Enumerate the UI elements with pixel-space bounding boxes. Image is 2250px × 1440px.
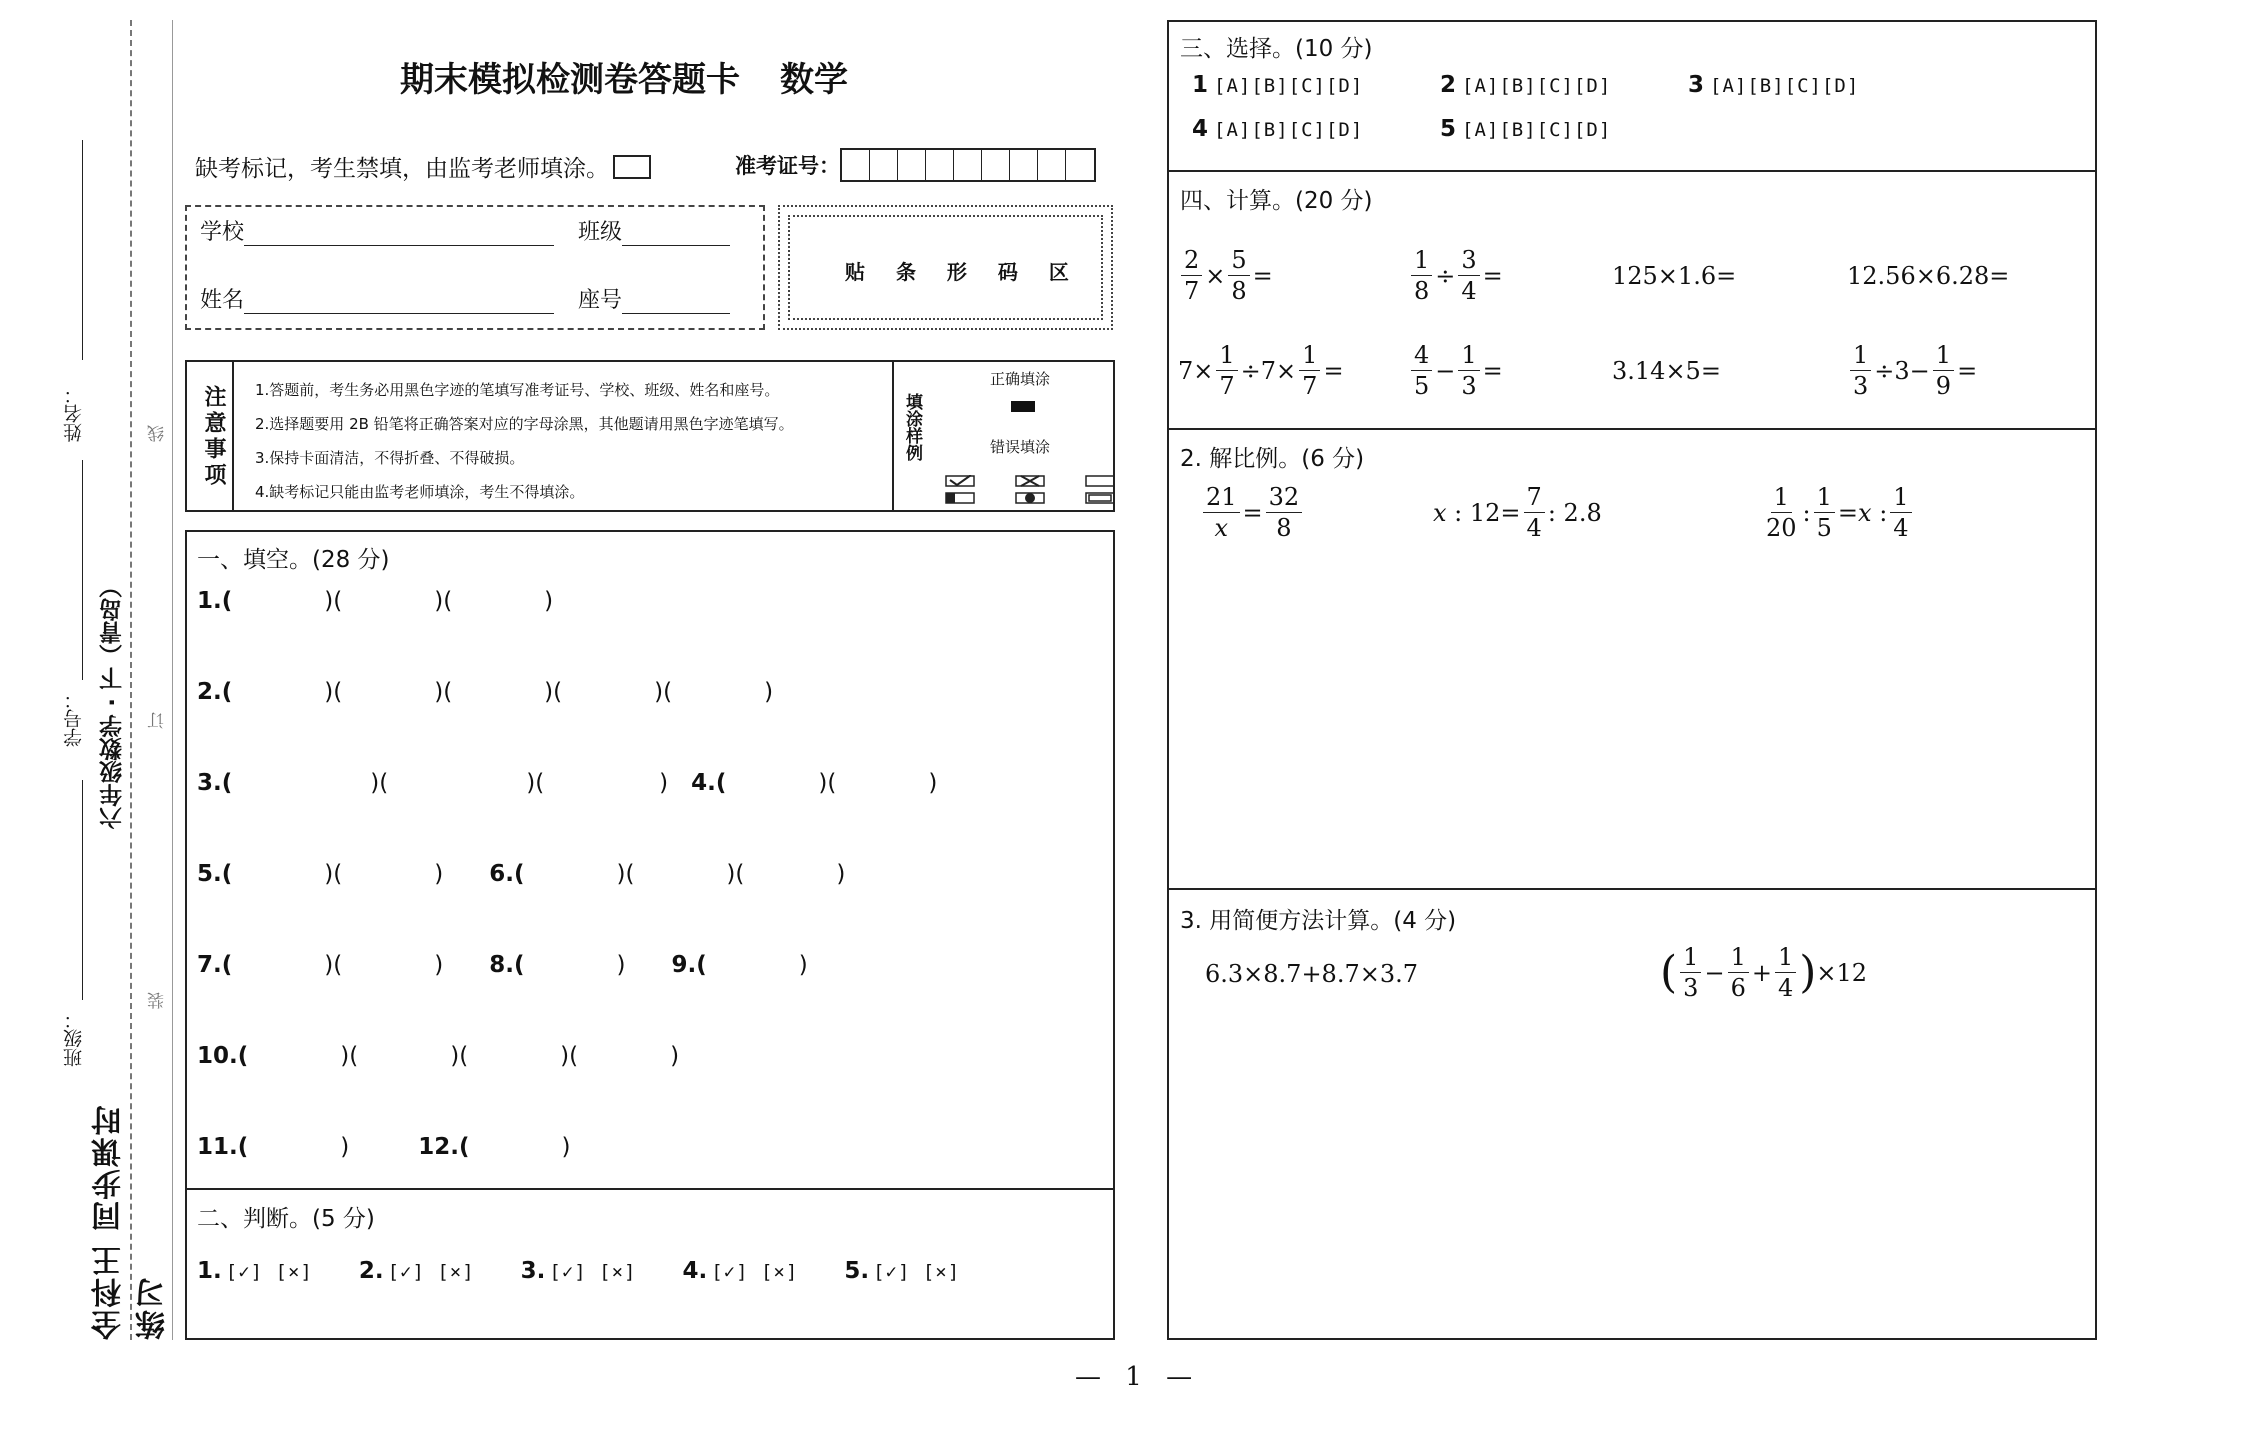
choice-item[interactable] [1688, 72, 1859, 98]
absent-mark-box[interactable] [613, 155, 651, 179]
judge-number: 2. [358, 1258, 384, 1284]
calc-6: $\frac{4}{5}$ − $\frac{1}{3}$ = [1408, 343, 1503, 398]
fill-blank-part: 7.( [197, 952, 233, 978]
choice-item[interactable] [1192, 116, 1363, 142]
page-title: 期末模拟检测卷答题卡 数学 [400, 60, 848, 100]
fill-blank-part: 12.( [349, 1134, 470, 1160]
fill-blank-part: 2.( [197, 679, 233, 705]
sample-heading: 填涂样例 [902, 393, 922, 461]
fill-blank-part: )( [468, 1043, 579, 1069]
proportion-1: $\frac{21}{x}$ = $\frac{32}{8}$ [1200, 485, 1305, 540]
notice-list [255, 373, 794, 509]
subject-label: 数学 [780, 60, 848, 100]
fill-blank-part: ) [836, 770, 938, 796]
judge-item[interactable] [521, 1258, 637, 1284]
fill-blank-part: ) [469, 1134, 571, 1160]
judge-items [197, 1258, 960, 1284]
correct-sample [1011, 401, 1035, 412]
fill-blank-part: 10.( [197, 1043, 249, 1069]
sidebar-number-label: 学号： [63, 690, 85, 747]
fill-blank-part: 5.( [197, 861, 233, 887]
fill-blank-part: )( [634, 861, 745, 887]
fill-blank-part: )( [342, 588, 453, 614]
notice-item: 4.缺考标记只能由监考老师填涂，考生不得填涂。 [255, 483, 585, 501]
wrong-samples [945, 475, 1115, 505]
simplify-1: 6.3×8.7+8.7×3.7 [1205, 960, 1418, 988]
binding-sidebar [0, 0, 175, 1340]
fill-blank-row[interactable] [197, 582, 553, 615]
fill-blank-part: ) [744, 861, 846, 887]
fill-blank-row[interactable] [197, 1037, 679, 1070]
exam-id-digit-box[interactable] [898, 150, 926, 180]
judge-number: 4. [682, 1258, 708, 1284]
page-number: — 1 — [1075, 1362, 1201, 1392]
fill-blank-part: )( [232, 861, 343, 887]
judge-options[interactable]: [✓] [×] [549, 1261, 637, 1283]
choice-options[interactable]: [A][B][C][D] [1462, 119, 1612, 141]
fill-blank-part: )( [232, 588, 343, 614]
fill-blank-part: )( [248, 1043, 359, 1069]
calc-2: $\frac{1}{8}$ ÷ $\frac{3}{4}$ = [1408, 248, 1503, 303]
fill-blank-part: ) [248, 1134, 350, 1160]
proportion-2: x : 12= $\frac{7}{4}$ : 2.8 [1433, 483, 1602, 542]
judge-item[interactable] [844, 1258, 960, 1284]
fill-blank-part: 6.( [443, 861, 525, 887]
fill-blank-part: )( [562, 679, 673, 705]
judge-options[interactable]: [✓] [×] [387, 1261, 475, 1283]
notice-item: 3.保持卡面清洁，不得折叠、不得破损。 [255, 449, 525, 467]
notice-item: 1.答题前，考生务必用黑色字迹的笔填写准考证号、学校、班级、姓名和座号。 [255, 381, 780, 399]
fill-blank-part: )( [342, 679, 453, 705]
fill-blank-part: )( [232, 679, 343, 705]
sidebar-ding: 订 [145, 712, 170, 729]
sec2-title: 二、判断。(5 分) [197, 1206, 375, 1232]
fill-blank-part: ) [578, 1043, 680, 1069]
choice-item[interactable] [1192, 72, 1363, 98]
choice-item[interactable] [1440, 72, 1611, 98]
fill-blank-part: ) [544, 770, 669, 796]
judge-options[interactable]: [✓] [×] [225, 1261, 313, 1283]
exam-id-digit-box[interactable] [954, 150, 982, 180]
fill-blank-part: )( [452, 679, 563, 705]
name-field[interactable]: 姓名 [200, 283, 554, 314]
proportion-3: $\frac{1}{20}$ : $\frac{1}{5}$ = x : $\frac{1}{4}$ [1760, 485, 1915, 540]
barcode-label: 贴 条 形 码 区 [845, 260, 1081, 284]
sec4-sub2: 2. 解比例。(6 分) [1180, 446, 1365, 472]
exam-id-digit-box[interactable] [1066, 150, 1094, 180]
fill-blank-part: )( [726, 770, 837, 796]
choice-number: 2 [1440, 72, 1457, 98]
exam-id-digit-box[interactable] [1010, 150, 1038, 180]
exam-id-boxes[interactable] [840, 148, 1096, 182]
choice-number: 5 [1440, 116, 1457, 142]
sidebar-grade: 六年级数学 · 下（青岛） [100, 575, 126, 830]
judge-options[interactable]: [✓] [×] [711, 1261, 799, 1283]
fill-blank-row[interactable] [197, 764, 937, 797]
fill-blank-part: 8.( [443, 952, 525, 978]
calc-5: 7× $\frac{1}{7}$ ÷7× $\frac{1}{7}$ = [1178, 341, 1344, 400]
fill-blank-part: ) [342, 861, 444, 887]
fill-blank-part: 3.( [197, 770, 233, 796]
absent-note: 缺考标记，考生禁填，由监考老师填涂。 [195, 150, 651, 183]
choice-options[interactable]: [A][B][C][D] [1214, 119, 1364, 141]
exam-id: 准考证号： [735, 148, 1096, 182]
choice-options[interactable]: [A][B][C][D] [1214, 75, 1364, 97]
calc-7: 3.14×5= [1612, 357, 1721, 385]
seat-field[interactable]: 座号 [578, 283, 730, 314]
fill-blank-part: ) [672, 679, 774, 705]
school-field[interactable]: 学校 [200, 215, 554, 246]
fill-blank-part: ) [342, 952, 444, 978]
fill-blank-row[interactable] [197, 855, 845, 888]
exam-id-digit-box[interactable] [870, 150, 898, 180]
judge-item[interactable] [197, 1258, 313, 1284]
judge-item[interactable] [359, 1258, 475, 1284]
calc-1: $\frac{2}{7}$ × $\frac{5}{8}$ = [1178, 248, 1273, 303]
judge-number: 5. [844, 1258, 870, 1284]
fill-blank-part: )( [232, 952, 343, 978]
section-simplify [1167, 888, 2097, 1340]
judge-item[interactable] [682, 1258, 798, 1284]
fill-blank-part: ) [524, 952, 626, 978]
choice-options[interactable]: [A][B][C][D] [1462, 75, 1612, 97]
judge-options[interactable]: [✓] [×] [873, 1261, 961, 1283]
calc-4: 12.56×6.28= [1847, 262, 2010, 290]
exam-id-digit-box[interactable] [982, 150, 1010, 180]
correct-label: 正确填涂 [990, 370, 1051, 388]
fill-blank-part: ) [452, 588, 554, 614]
class-field[interactable]: 班级 [578, 215, 730, 246]
sec1-title: 一、填空。(28 分) [197, 547, 390, 573]
judge-number: 1. [197, 1258, 222, 1284]
calc-3: 125×1.6= [1612, 262, 1737, 290]
exam-id-digit-box[interactable] [926, 150, 954, 180]
choice-number: 1 [1192, 72, 1209, 98]
sidebar-zhuang: 装 [145, 992, 170, 1009]
fill-blank-part: 9.( [625, 952, 707, 978]
sec3-title: 三、选择。(10 分) [1180, 36, 1373, 62]
calc-8: $\frac{1}{3}$ ÷3− $\frac{1}{9}$ = [1847, 343, 1977, 398]
fill-blank-part: 4.( [668, 770, 727, 796]
fill-blank-part: )( [358, 1043, 469, 1069]
simplify-2: ( $\frac{1}{3}$ − $\frac{1}{6}$ + $\frac{1}{4}$ ) ×12 [1660, 943, 1868, 1002]
notice-item: 2.选择题要用 2B 铅笔将正确答案对应的字母涂黑，其他题请用黑色字迹笔填写。 [255, 415, 794, 433]
sidebar-class-label: 班级： [63, 1010, 85, 1067]
exam-id-digit-box[interactable] [1038, 150, 1066, 180]
choice-number: 3 [1688, 72, 1705, 98]
fill-blank-row[interactable] [197, 946, 808, 979]
choice-number: 4 [1192, 116, 1209, 142]
fill-blank-part: )( [232, 770, 389, 796]
judge-number: 3. [520, 1258, 546, 1284]
fill-blank-part: )( [388, 770, 545, 796]
fill-blank-part: ) [706, 952, 808, 978]
notice-heading: 注意事项 [201, 385, 226, 489]
sidebar-name-label: 姓名： [63, 385, 85, 442]
fill-blank-part: 11.( [197, 1134, 249, 1160]
brand-logo: 全科王 同步课时练习 [92, 1103, 171, 1340]
choice-item[interactable] [1440, 116, 1611, 142]
sidebar-xian: 线 [145, 425, 170, 442]
sec4-sub3: 3. 用简便方法计算。(4 分) [1180, 908, 1457, 934]
exam-id-digit-box[interactable] [842, 150, 870, 180]
wrong-label: 错误填涂 [990, 438, 1051, 456]
fill-blank-row[interactable] [197, 673, 773, 706]
fill-blank-part: )( [524, 861, 635, 887]
fill-blank-row[interactable] [197, 1128, 571, 1161]
section-proportion [1167, 428, 2097, 890]
fill-blank-part: 1.( [197, 588, 233, 614]
sec4-title: 四、计算。(20 分) [1180, 188, 1373, 214]
choice-options[interactable]: [A][B][C][D] [1710, 75, 1860, 97]
